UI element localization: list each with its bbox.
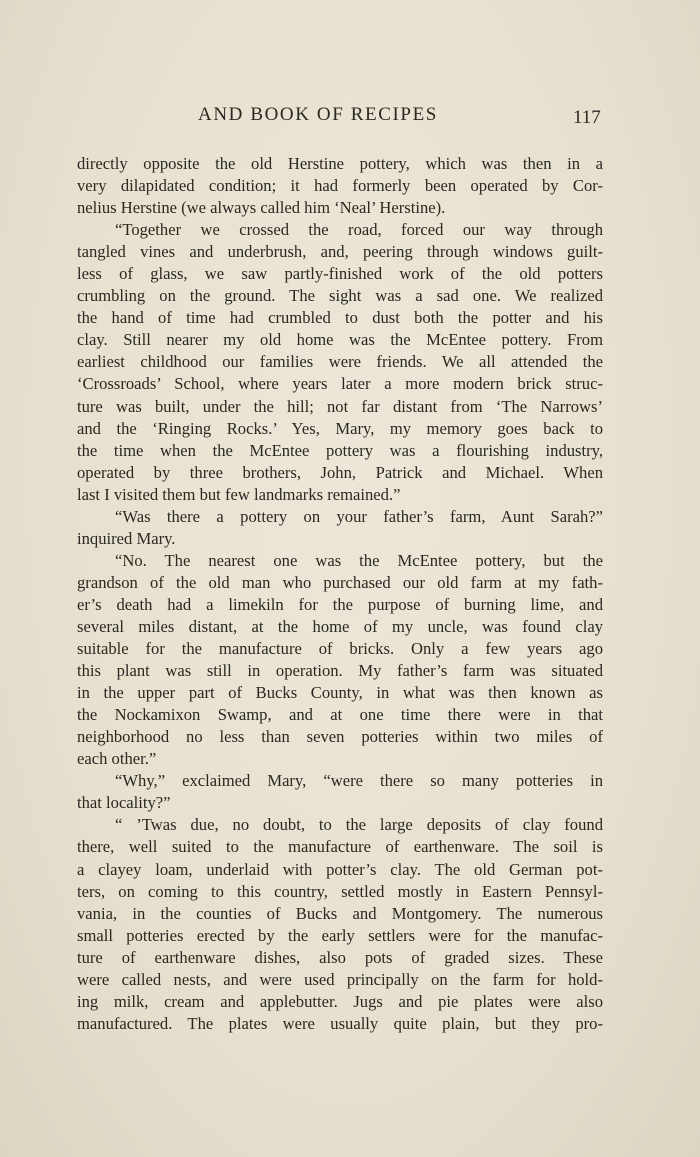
text-line: “No. The nearest one was the McEntee pottery, but the <box>115 550 603 570</box>
running-head <box>0 104 700 132</box>
text-line: the Nockamixon Swamp, and at one time there were in that <box>77 705 603 725</box>
page-number: 117 <box>573 107 601 128</box>
text-line: in the upper part of Bucks County, in what was then known as <box>77 683 603 703</box>
text-line: clay. Still nearer my old home was the McEntee pottery. From <box>77 330 603 350</box>
text-line: the time when the McEntee pottery was a flourishing industry, <box>77 440 603 460</box>
text-line: several miles distant, at the home of my uncle, was found clay <box>77 616 603 636</box>
text-line: crumbling on the ground. The sight was a sad one. We realized <box>77 286 603 306</box>
text-line: very dilapidated condition; it had formerly been operated by Cor- <box>77 176 603 196</box>
body-text <box>77 153 603 1035</box>
text-line: ture was built, under the hill; not far distant from ‘The Narrows’ <box>77 396 603 416</box>
text-line: this plant was still in operation. My father’s farm was situated <box>77 661 603 681</box>
text-line: and the ‘Ringing Rocks.’ Yes, Mary, my memory goes back to <box>77 418 603 438</box>
text-line: less of glass, we saw partly-finished work of the old potters <box>77 264 603 284</box>
text-line: there, well suited to the manufacture of earthenware. The soil is <box>77 837 603 857</box>
text-line: directly opposite the old Herstine pottery, which was then in a <box>77 154 603 173</box>
text-line: small potteries erected by the early settlers were for the manufac- <box>77 925 603 945</box>
text-line: ters, on coming to this country, settled mostly in Eastern Pennsyl- <box>77 881 603 901</box>
text-line: “Was there a pottery on your father’s farm, Aunt Sarah?” <box>115 506 603 526</box>
text-line: were called nests, and were used principally on the farm for hold- <box>77 969 603 989</box>
text-line: earliest childhood our families were friends. We all attended the <box>77 352 603 372</box>
text-line: grandson of the old man who purchased our old farm at my fath- <box>77 572 603 592</box>
text-line: that locality?” <box>77 793 171 813</box>
text-line: vania, in the counties of Bucks and Montgomery. The numerous <box>77 903 603 923</box>
text-line: a clayey loam, underlaid with potter’s clay. The old German pot- <box>77 859 603 879</box>
text-line: tangled vines and underbrush, and, peering through windows guilt- <box>77 242 603 262</box>
text-line: ing milk, cream and applebutter. Jugs and pie plates were also <box>77 991 603 1011</box>
text-line: er’s death had a limekiln for the purpose of burning lime, and <box>77 594 603 614</box>
text-line: neighborhood no less than seven potteries within two miles of <box>77 727 603 747</box>
text-line: ‘Crossroads’ School, where years later a more modern brick struc- <box>77 374 603 394</box>
text-line: each other.” <box>77 749 157 769</box>
text-line: “Together we crossed the road, forced our way through <box>115 220 603 240</box>
running-title: AND BOOK OF RECIPES <box>198 104 438 125</box>
text-line: operated by three brothers, John, Patrick and Michael. When <box>77 462 603 482</box>
text-line: ture of earthenware dishes, also pots of graded sizes. These <box>77 947 603 967</box>
text-line: “Why,” exclaimed Mary, “were there so many potteries in <box>115 771 603 791</box>
text-line: suitable for the manufacture of bricks. Only a few years ago <box>77 639 603 659</box>
text-line: “ ’Twas due, no doubt, to the large deposits of clay found <box>115 815 603 835</box>
text-line: the hand of time had crumbled to dust both the potter and his <box>77 308 603 328</box>
text-line: nelius Herstine (we always called him ‘Neal’ Herstine). <box>77 198 446 218</box>
text-line: inquired Mary. <box>77 528 176 548</box>
text-line: last I visited them but few landmarks remained.” <box>77 484 401 504</box>
text-line: manufactured. The plates were usually quite plain, but they pro- <box>77 1013 603 1033</box>
